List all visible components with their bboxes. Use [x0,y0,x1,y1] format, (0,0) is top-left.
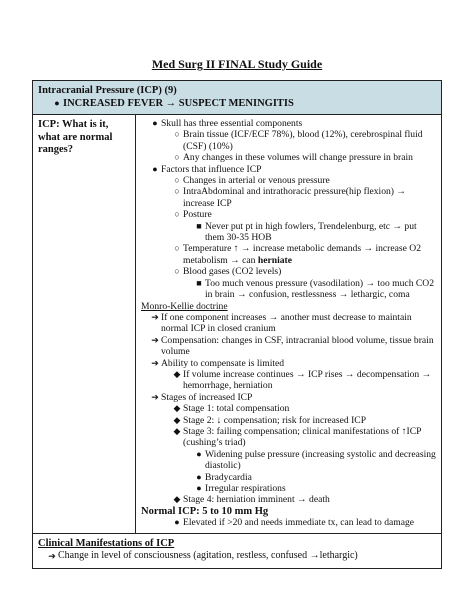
manifestations-row [33,534,441,568]
circle-bullet-icon: ○ [174,175,180,186]
list-text: Compensation: changes in CSF, intracranial blood volume, tissue brain volume [161,334,434,358]
normal-icp-heading: Normal ICP: 5 to 10 mm Hg [141,505,269,517]
row-answer [136,115,441,533]
temp-text: Temperature ↑ → increase metabolic demands → increase O2 metabolism → can [183,243,422,266]
list-item [141,483,436,494]
arrow-bullet-icon: ➔ [151,357,159,368]
list-item [141,175,436,186]
list-text: Factors that influence ICP [161,163,262,175]
list-item [141,221,436,244]
bullet-icon: ● [174,517,180,528]
list-text: Changes in arterial or venous pressure [183,175,330,187]
section-title: Intracranial Pressure (ICP) (9) [38,85,177,96]
list-item [141,266,436,277]
list-item [141,164,436,175]
list-item [141,392,436,403]
list-item [141,335,436,358]
list-item [141,312,436,335]
circle-bullet-icon: ○ [174,209,180,220]
list-text: Any changes in these volumes will change pressure in brain [183,152,413,164]
list-text: Stages of increased ICP [161,391,253,403]
arrow-bullet-icon: ➔ [151,334,159,345]
question-line: ranges? [38,144,73,155]
list-text: IntraAbdominal and intrathoracic pressure(hip flexion) → increase ICP [183,186,406,209]
list-item [141,358,436,369]
bullet-icon: ● [196,483,202,493]
list-text: Never put pt in high fowlers, Trendelenburg, etc → put them 30-35 HOB [205,220,417,244]
list-text [183,243,436,266]
list-text: Change in level of consciousness (agitation, restless, confused →lethargic) [58,549,358,561]
list-text: Posture [183,209,212,221]
list-item [141,517,436,528]
doc-title: Med Surg II FINAL Study Guide [151,57,323,71]
bullet-icon: ● [152,163,158,174]
list-text: If one component increases → another must decrease to maintain normal ICP in closed cranium [161,311,412,335]
herniate-text: herniate [257,254,292,266]
list-item [141,129,436,152]
diamond-bullet-icon: ◆ [173,494,181,505]
arrow-bullet-icon: ➔ [48,550,56,561]
bullet-icon: ● [196,471,202,482]
study-table [32,80,442,569]
monro-heading: Monro-Kellie doctrine [141,300,228,312]
diamond-bullet-icon: ◆ [173,368,181,379]
manifestations-heading: Clinical Manifestations of ICP [38,537,175,549]
list-text: Blood gases (CO2 levels) [183,266,282,278]
square-bullet-icon: ■ [196,220,202,231]
list-text: Ability to compensate is limited [161,357,285,369]
list-item [141,278,436,301]
diamond-bullet-icon: ◆ [173,403,181,414]
circle-bullet-icon: ○ [174,186,180,197]
list-item [141,209,436,220]
list-item [38,550,436,562]
list-item [141,152,436,163]
circle-bullet-icon: ○ [174,129,180,140]
list-item [141,403,436,414]
square-bullet-icon: ■ [196,277,202,288]
list-text: If volume increase continues → ICP rises → decompensation → hemorrhage, herniation [183,368,432,392]
diamond-bullet-icon: ◆ [173,414,181,425]
list-text: Elevated if >20 and needs immediate tx, can lead to damage [183,517,415,529]
arrow-bullet-icon: ➔ [151,311,159,322]
bullet-icon: ● [196,448,202,459]
list-text: Widening pulse pressure (increasing systolic and decreasing diastolic) [205,448,436,472]
list-text: Stage 2: ↓ compensation; risk for increased ICP [183,414,367,426]
diamond-bullet-icon: ◆ [173,425,181,436]
row-question [33,115,136,533]
circle-bullet-icon: ○ [174,243,180,254]
list-item [141,472,436,483]
list-item [141,449,436,472]
fever-note: INCREASED FEVER → SUSPECT MENINGITIS [63,98,294,109]
list-item [141,415,436,426]
question-line: what are normal [38,131,113,143]
list-text: Stage 3: failing compensation; clinical manifestations of ↑ICP (cushing’s triad) [183,425,422,449]
list-text: Irregular respirations [205,483,286,494]
bullet-icon: ● [54,98,60,108]
icp-row [33,115,441,534]
list-text: Brain tissue (ICF/ECF 78%), blood (12%), cerebrospinal fluid (CSF) (10%) [183,129,423,152]
circle-bullet-icon: ○ [174,152,180,163]
list-text: Skull has three essential components [161,118,303,129]
list-text: Too much venous pressure (vasodilation) → too much CO2 in brain → confusion, restlessness → lethargic, coma [205,277,435,301]
list-text: Stage 1: total compensation [183,403,290,415]
list-item [141,494,436,505]
list-item [141,369,436,392]
list-item [141,243,436,266]
section-header [33,81,441,115]
circle-bullet-icon: ○ [174,266,180,277]
list-text: Stage 4: herniation imminent → death [183,494,330,506]
list-item [141,186,436,209]
list-item [141,426,436,449]
bullet-icon: ● [152,118,158,128]
list-item [141,118,436,129]
arrow-bullet-icon: ➔ [151,391,159,402]
question-line: ICP: What is it, [38,119,109,130]
section-subtitle [38,97,436,110]
list-text: Bradycardia [205,471,252,483]
